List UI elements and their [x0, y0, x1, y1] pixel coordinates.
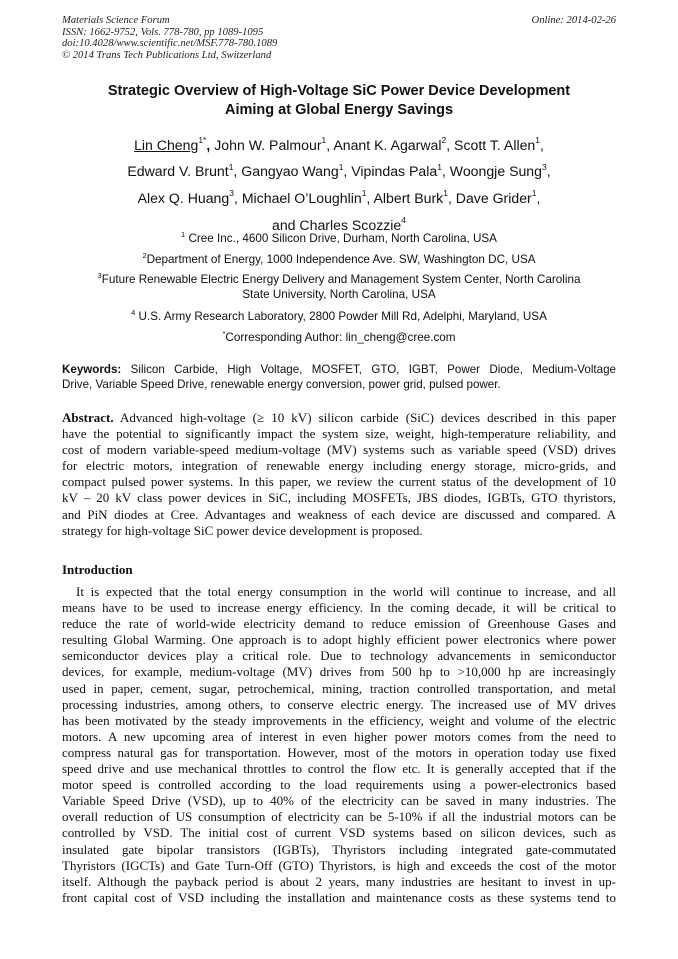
author: Gangyao Wang$^1$,: [241, 161, 348, 180]
section-heading: Introduction: [62, 562, 133, 577]
corresponding-author: *Corresponding Author: lin_cheng@cree.com: [222, 329, 456, 344]
keywords: [62, 363, 616, 392]
affiliation-3: $^3$Future Renewable Electric Energy Delivery and Management System Center, North Carolina State University, North Carolina, USA: [97, 271, 581, 301]
intro-line: speed drive and use mechanical throttles to control the flow etc. It is generally accepted that if the: [62, 761, 616, 777]
intro-line: overall reduction of US consumption of electricity can be 5-10% if all the industrial motors can be: [62, 809, 616, 825]
intro-line: Thyristors (IGCTs) and Gate Turn-Off (GTO) Thyristors, is high and exceeds the cost of the motor: [62, 857, 616, 873]
affiliation-2: $^2$Department of Energy, 1000 Independence Ave. SW, Washington DC, USA: [142, 251, 536, 266]
intro-line: Variable Speed Drive (VSD), up to 40% of the electricity can be saved in many industries. The: [62, 793, 616, 809]
intro-line: devices, for example, medium-voltage (MV) drives from 500 hp to >10,000 hp are increasingly: [62, 664, 616, 680]
abstract-line: cost of modern variable-speed medium-voltage (MV) systems such as variable speed (VSD) drives: [62, 442, 616, 458]
author: and Charles Scozzie$^4$: [272, 215, 406, 233]
intro-line: processing industries, among others, to conserve electric energy. The increased use of MV drives: [62, 696, 616, 712]
journal-name: Materials Science Forum: [62, 15, 170, 26]
intro-line: It is expected that the total energy consumption in the world will continue to increase, and all: [76, 584, 616, 599]
title-line: Aiming at Global Energy Savings: [224, 102, 454, 118]
affiliation-4: $^4$ U.S. Army Research Laboratory, 2800 Powder Mill Rd, Adelphi, Maryland, USA: [131, 308, 547, 323]
introduction-body: [62, 584, 616, 906]
author: Edward V. Brunt$^1$,: [127, 161, 238, 180]
intro-line: has been motivated by the steady improvements in the efficiency, weight and volume of the electric: [62, 712, 616, 728]
intro-line: controlled by VSD. The initial cost of current VSD systems based on silicon devices, such as: [62, 825, 616, 841]
abstract: [62, 410, 616, 539]
online-date: Online: 2014-02-26: [531, 15, 616, 26]
intro-line: used in paper, cement, sugar, petrochemical, mining, traction controlled transportation, and metal: [62, 680, 616, 696]
keywords-label: Keywords:: [62, 363, 122, 376]
journal-header: [62, 15, 616, 61]
abstract-line: and PiN diodes at Cree. Advantages and weakness of each device are discussed and compared. A: [62, 506, 616, 522]
author: John W. Palmour$^1$,: [214, 135, 331, 153]
intro-line: front capital cost of VSD including the installation and maintenance costs as these systems tend to: [62, 889, 616, 905]
abstract-line: have the potential to significantly impact the system size, weight, high-temperature reliability, and: [62, 426, 616, 442]
intro-line: motors. A new upcoming area of interest in even higher power motors comes from the need to: [62, 728, 616, 744]
author: Alex Q. Huang$^3$,: [137, 188, 238, 207]
abstract-line: strategy for high-voltage SiC power device development is proposed.: [62, 522, 423, 538]
author: Dave Grider$^1$,: [455, 188, 541, 207]
author: Scott T. Allen$^1$,: [454, 135, 544, 153]
author-list: [62, 130, 616, 237]
copyright-line: © 2014 Trans Tech Publications Ltd, Switzerland: [62, 49, 272, 61]
title-line: Strategic Overview of High-Voltage SiC Power Device Development: [107, 83, 571, 99]
paper-title: [62, 82, 616, 120]
author-line: [62, 130, 616, 157]
author: Woongje Sung$^3$,: [449, 161, 551, 180]
affiliation-1: $^1$ Cree Inc., 4600 Silicon Drive, Durham, North Carolina, USA: [181, 230, 497, 245]
intro-line: itself. Although the payback period is about 2 years, many industries are hesitant to invest in up-: [62, 873, 616, 889]
keywords-line: Keywords: Silicon Carbide, High Voltage, MOSFET, GTO, IGBT, Power Diode, Medium-Voltage: [62, 363, 616, 376]
author-line: [62, 157, 616, 184]
author: Anant K. Agarwal$^2$,: [333, 135, 451, 153]
keywords-line: Drive, Variable Speed Drive, renewable energy conversion, power grid, pulsed power.: [62, 377, 501, 391]
abstract-line: Abstract. Advanced high-voltage (≥ 10 kV) silicon carbide (SiC) devices described in this paper: [62, 410, 616, 425]
intro-line: means have to be used to increase energy efficiency. In the coming decade, it will be critical to: [62, 600, 616, 616]
author: Albert Burk$^1$,: [373, 188, 452, 207]
author-line: [62, 183, 616, 210]
author: Lin Cheng$^{1*}$,: [134, 135, 211, 153]
author: Vipindas Pala$^1$,: [351, 161, 446, 180]
intro-line: reduce the rate of world-wide electricity demand to reduce emission of Greenhouse Gases and: [62, 616, 616, 632]
abstract-label: Abstract.: [62, 410, 114, 425]
author: Michael O’Loughlin$^1$,: [241, 188, 371, 207]
intro-line: compress natural gas for transportation. However, most of the motors in operation today use fixed: [62, 744, 616, 760]
issn-line: ISSN: 1662-9752, Vols. 778-780, pp 1089-1095: [62, 26, 264, 38]
intro-line: semiconductor devices play a critical role. Due to technology advancements in semiconductor: [62, 648, 616, 664]
abstract-line: compact pulsed power systems. In this paper, we review the current status of the development of 10: [62, 474, 616, 490]
intro-line: insulated gate bipolar transistors (IGBTs), Thyristors including integrated gate-commutated: [62, 841, 616, 857]
abstract-line: for electric motors, integration of renewable energy including energy storage, micro-grids, and: [62, 458, 616, 474]
intro-line: resulting Global Warming. One approach is to adopt highly efficient power electronics where power: [62, 632, 616, 648]
intro-line: motor speed is controlled according to the load requirements using a power-electronics based: [62, 777, 616, 793]
abstract-line: kV – 20 kV class power devices in SiC, including MOSFETs, JBS diodes, IGBTs, GTO thyristors,: [62, 490, 616, 506]
doi-line[interactable]: doi:10.4028/www.scientific.net/MSF.778-780.1089: [62, 38, 278, 50]
